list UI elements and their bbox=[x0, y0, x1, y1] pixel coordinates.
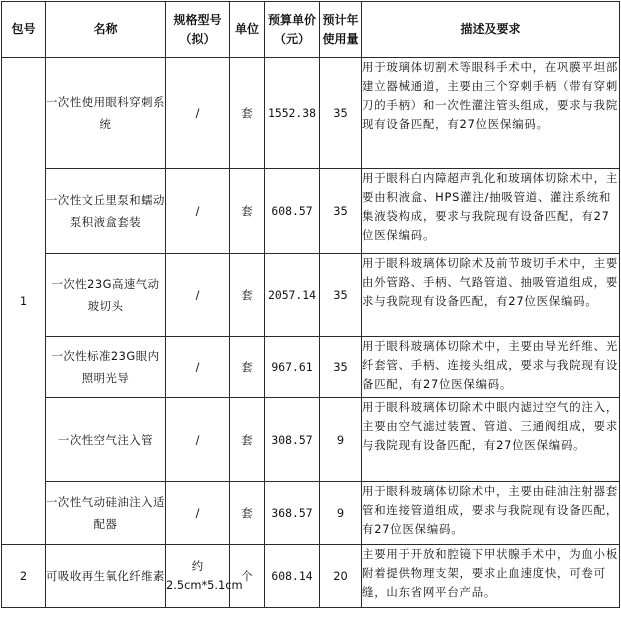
item-unit: 个 bbox=[230, 545, 265, 608]
item-quantity: 9 bbox=[320, 398, 362, 482]
item-quantity: 20 bbox=[320, 545, 362, 608]
item-spec: / bbox=[166, 254, 230, 337]
table-row bbox=[2, 482, 620, 545]
item-name: 可吸收再生氧化纤维素 bbox=[46, 545, 166, 608]
table-row bbox=[2, 545, 620, 608]
item-unit: 套 bbox=[230, 169, 265, 254]
item-quantity: 35 bbox=[320, 58, 362, 169]
header-description: 描述及要求 bbox=[362, 2, 620, 58]
item-name: 一次性文丘里泵和蠕动泵积液盒套装 bbox=[46, 169, 166, 254]
item-name: 一次性使用眼科穿刺系统 bbox=[46, 58, 166, 169]
table-row bbox=[2, 398, 620, 482]
item-price: 308.57 bbox=[265, 398, 320, 482]
item-description: 用于眼科玻璃体切除术中，主要由硅油注射器套管和连接管道组成，要求与我院现有设备匹配，有27位医保编码。 bbox=[362, 482, 620, 545]
table-row bbox=[2, 169, 620, 254]
item-name: 一次性23G高速气动玻切头 bbox=[46, 254, 166, 337]
item-price: 368.57 bbox=[265, 482, 320, 545]
item-quantity: 9 bbox=[320, 482, 362, 545]
table-row bbox=[2, 254, 620, 337]
item-name: 一次性标准23G眼内照明光导 bbox=[46, 337, 166, 398]
item-price: 2057.14 bbox=[265, 254, 320, 337]
item-unit: 套 bbox=[230, 398, 265, 482]
item-name: 一次性空气注入管 bbox=[46, 398, 166, 482]
item-description: 用于眼科玻璃体切除术中眼内滤过空气的注入，主要由空气滤过装置、管道、三通阀组成，要求与我院现有设备匹配，有27位医保编码。 bbox=[362, 398, 620, 482]
item-description: 主要用于开放和腔镜下甲状腺手术中，为血小板附着提供物理支架，要求止血速度快，可卷可缝，山东省网平台产品。 bbox=[362, 545, 620, 608]
item-price: 608.14 bbox=[265, 545, 320, 608]
item-spec: / bbox=[166, 337, 230, 398]
item-unit: 套 bbox=[230, 58, 265, 169]
item-quantity: 35 bbox=[320, 254, 362, 337]
package-number: 2 bbox=[2, 545, 46, 608]
item-name: 一次性气动硅油注入适配器 bbox=[46, 482, 166, 545]
item-price: 608.57 bbox=[265, 169, 320, 254]
item-spec: / bbox=[166, 58, 230, 169]
header-spec: 规格型号（拟） bbox=[166, 2, 230, 58]
procurement-table bbox=[1, 1, 620, 608]
item-price: 1552.38 bbox=[265, 58, 320, 169]
header-unit: 单位 bbox=[230, 2, 265, 58]
item-spec: / bbox=[166, 398, 230, 482]
item-quantity: 35 bbox=[320, 337, 362, 398]
item-spec: / bbox=[166, 169, 230, 254]
header-row bbox=[2, 2, 620, 58]
header-quantity: 预计年使用量 bbox=[320, 2, 362, 58]
item-description: 用于玻璃体切割术等眼科手术中，在巩膜平坦部建立器械通道，主要由三个穿刺手柄（带有穿刺刀的手柄）和一次性灌注管头组成，要求与我院现有设备匹配，有27位医保编码。 bbox=[362, 58, 620, 169]
table-row bbox=[2, 58, 620, 169]
item-description: 用于眼科玻璃体切除术及前节玻切手术中，主要由外管路、手柄、气路管道、抽吸管道组成，要求与我院现有设备匹配，有27位医保编码。 bbox=[362, 254, 620, 337]
item-quantity: 35 bbox=[320, 169, 362, 254]
item-description: 用于眼科白内障超声乳化和玻璃体切除术中，主要由积液盒、HPS灌注/抽吸管道、灌注系统和集液袋构成，要求与我院现有设备匹配，有27位医保编码。 bbox=[362, 169, 620, 254]
package-number: 1 bbox=[2, 58, 46, 545]
header-name: 名称 bbox=[46, 2, 166, 58]
table-row bbox=[2, 337, 620, 398]
item-spec: 约2.5cm*5.1cm bbox=[166, 545, 230, 608]
item-unit: 套 bbox=[230, 254, 265, 337]
item-price: 967.61 bbox=[265, 337, 320, 398]
header-package: 包号 bbox=[2, 2, 46, 58]
item-spec: / bbox=[166, 482, 230, 545]
item-unit: 套 bbox=[230, 482, 265, 545]
item-description: 用于眼科玻璃体切除术中，主要由导光纤维、光纤套管、手柄、连接头组成，要求与我院现有设备匹配，有27位医保编码。 bbox=[362, 337, 620, 398]
header-price: 预算单价（元） bbox=[265, 2, 320, 58]
item-unit: 套 bbox=[230, 337, 265, 398]
